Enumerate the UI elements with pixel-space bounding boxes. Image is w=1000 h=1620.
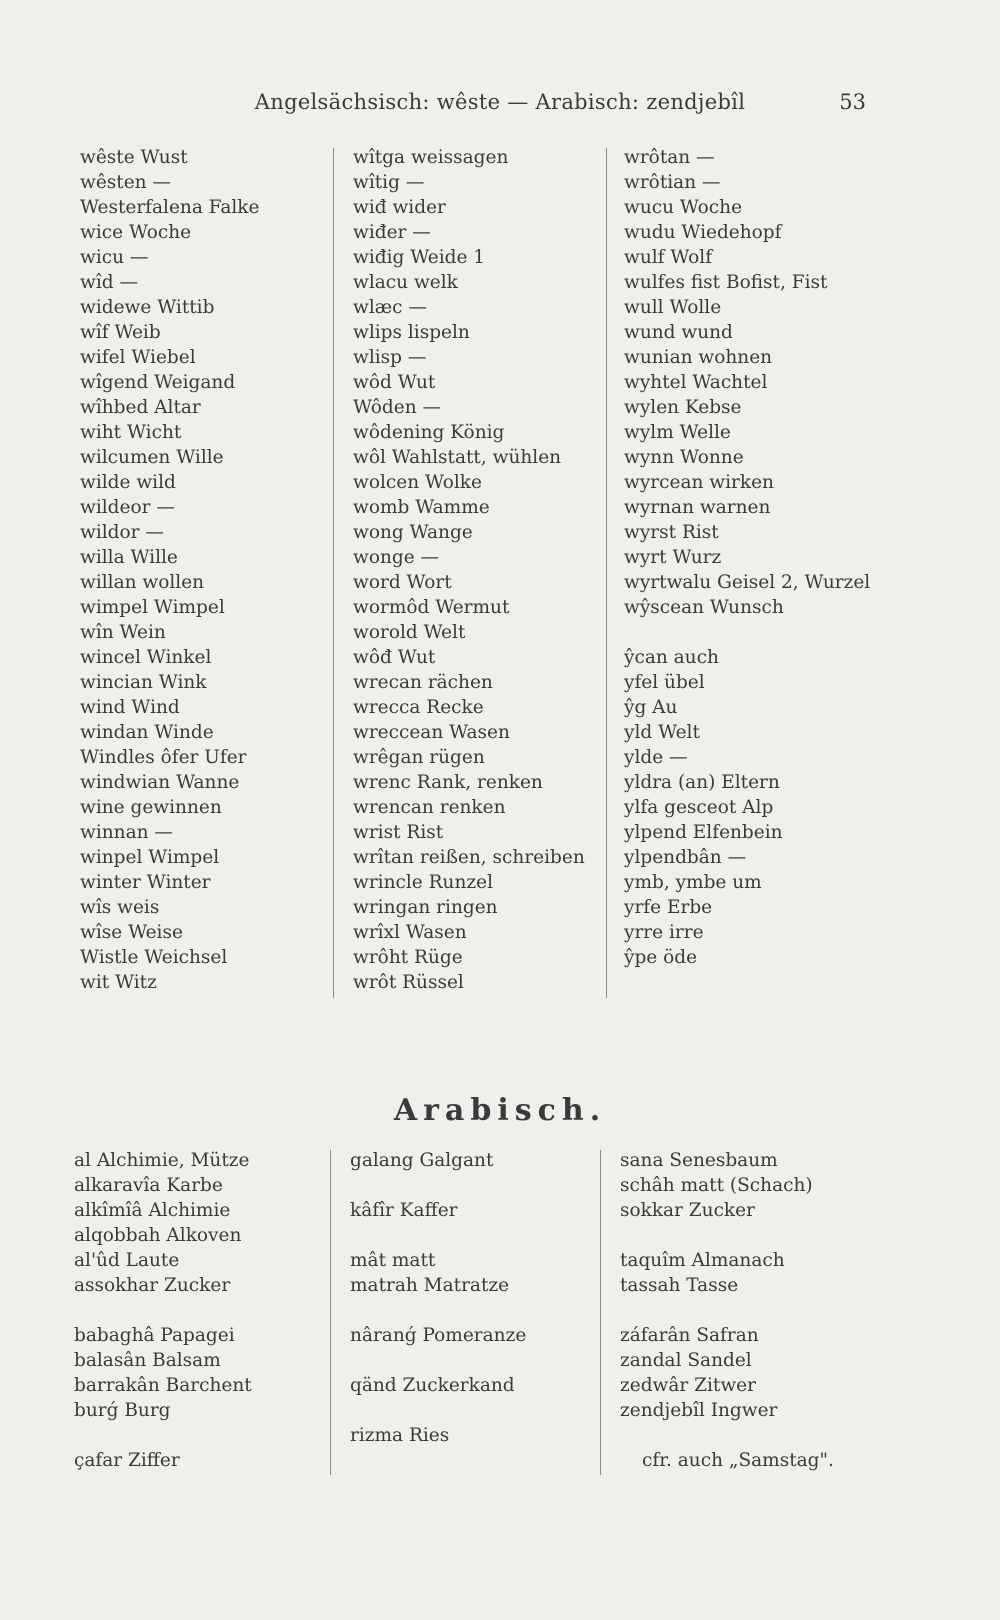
dictionary-entry: ylde —	[624, 747, 688, 768]
dictionary-entry: al Alchimie, Mütze	[74, 1150, 250, 1171]
page-number: 53	[839, 90, 866, 114]
dictionary-entry: wonge —	[353, 547, 440, 568]
dictionary-entry: winnan —	[80, 822, 173, 843]
dictionary-entry: winpel Wimpel	[80, 847, 220, 868]
dictionary-entry: wrist Rist	[353, 822, 444, 843]
top-column-2	[353, 145, 585, 995]
dictionary-entry: wucu Woche	[624, 197, 743, 218]
dictionary-entry: wôdening König	[353, 422, 505, 443]
dictionary-entry: wôl Wahlstatt, wühlen	[353, 447, 562, 468]
dictionary-entry: taquîm Almanach	[620, 1250, 785, 1271]
dictionary-entry: wrîxl Wasen	[353, 922, 467, 943]
dictionary-entry: windan Winde	[80, 722, 214, 743]
dictionary-entry: wrôtan —	[624, 147, 715, 168]
dictionary-entry: wildor —	[80, 522, 164, 543]
dictionary-entry: windwian Wanne	[80, 772, 240, 793]
dictionary-entry: wudu Wiedehopf	[624, 222, 782, 243]
top-column-1	[80, 145, 259, 995]
dictionary-entry: wind Wind	[80, 697, 180, 718]
dictionary-entry: wyrt Wurz	[624, 547, 722, 568]
dictionary-entry: yrre irre	[624, 922, 704, 943]
column-divider	[606, 148, 607, 998]
dictionary-entry: yldra (an) Eltern	[624, 772, 780, 793]
dictionary-entry: ylpend Elfenbein	[624, 822, 783, 843]
dictionary-entry: wylm Welle	[624, 422, 731, 443]
dictionary-entry: wyrcean wirken	[624, 472, 774, 493]
dictionary-entry: wôd Wut	[353, 372, 436, 393]
entry-gap	[624, 620, 870, 645]
entry-gap	[620, 1423, 834, 1448]
entry-gap	[350, 1298, 526, 1323]
page-header	[0, 90, 1000, 120]
dictionary-entry: wiđer —	[353, 222, 431, 243]
dictionary-entry: assokhar Zucker	[74, 1275, 231, 1296]
bottom-column-3	[620, 1148, 834, 1473]
entry-gap	[74, 1298, 252, 1323]
dictionary-entry: wiđ wider	[353, 197, 446, 218]
dictionary-entry: wîn Wein	[80, 622, 166, 643]
dictionary-entry: wôđ Wut	[353, 647, 436, 668]
dictionary-entry: wîd —	[80, 272, 138, 293]
dictionary-entry: wormôd Wermut	[353, 597, 510, 618]
dictionary-entry: widewe Wittib	[80, 297, 215, 318]
dictionary-entry: wyrtwalu Geisel 2, Wurzel	[624, 572, 871, 593]
dictionary-entry: Windles ôfer Ufer	[80, 747, 247, 768]
dictionary-entry: wrôt Rüssel	[353, 972, 464, 993]
dictionary-entry: wull Wolle	[624, 297, 722, 318]
dictionary-entry: wyrnan warnen	[624, 497, 771, 518]
bottom-column-2	[350, 1148, 526, 1448]
dictionary-entry: qänd Zuckerkand	[350, 1375, 515, 1396]
section-title-arabisch: Arabisch.	[393, 1093, 607, 1128]
dictionary-entry: womb Wamme	[353, 497, 490, 518]
dictionary-entry: wlips lispeln	[353, 322, 470, 343]
dictionary-entry: willa Wille	[80, 547, 178, 568]
dictionary-entry: wlæc —	[353, 297, 427, 318]
dictionary-entry: wulf Wolf	[624, 247, 713, 268]
column-divider	[330, 1150, 331, 1475]
dictionary-entry: wrenc Rank, renken	[353, 772, 543, 793]
dictionary-entry: wiđig Weide 1	[353, 247, 486, 268]
dictionary-entry: yld Welt	[624, 722, 700, 743]
dictionary-entry: wilcumen Wille	[80, 447, 224, 468]
dictionary-entry: wyrst Rist	[624, 522, 719, 543]
dictionary-entry: wildeor —	[80, 497, 175, 518]
dictionary-entry: wêsten —	[80, 172, 171, 193]
dictionary-entry: wifel Wiebel	[80, 347, 196, 368]
dictionary-entry: wong Wange	[353, 522, 473, 543]
dictionary-entry: wîf Weib	[80, 322, 161, 343]
dictionary-entry: nâranǵ Pomeranze	[350, 1325, 527, 1346]
dictionary-entry: wrôtian —	[624, 172, 721, 193]
dictionary-entry: wunian wohnen	[624, 347, 773, 368]
dictionary-entry: alqobbah Alkoven	[74, 1225, 242, 1246]
entry-gap	[350, 1223, 526, 1248]
dictionary-entry: mât matt	[350, 1250, 436, 1271]
dictionary-entry: wîs weis	[80, 897, 160, 918]
dictionary-entry: schâh matt (Schach)	[620, 1175, 813, 1196]
dictionary-entry: kâfîr Kaffer	[350, 1200, 458, 1221]
dictionary-entry: ylfa gesceot Alp	[624, 797, 774, 818]
dictionary-entry: wiht Wicht	[80, 422, 182, 443]
dictionary-entry: winter Winter	[80, 872, 211, 893]
dictionary-entry: záfarân Safran	[620, 1325, 759, 1346]
dictionary-entry: sokkar Zucker	[620, 1200, 755, 1221]
dictionary-entry: wrencan renken	[353, 797, 506, 818]
dictionary-entry: wit Witz	[80, 972, 157, 993]
entry-gap	[620, 1298, 834, 1323]
dictionary-entry: wrîtan reißen, schreiben	[353, 847, 585, 868]
dictionary-entry: sana Senesbaum	[620, 1150, 778, 1171]
dictionary-entry: wine gewinnen	[80, 797, 222, 818]
dictionary-entry: wincel Winkel	[80, 647, 212, 668]
dictionary-entry: wrecca Recke	[353, 697, 484, 718]
dictionary-entry: wîgend Weigand	[80, 372, 236, 393]
dictionary-entry: çafar Ziffer	[74, 1450, 180, 1471]
top-column-3	[624, 145, 870, 970]
entry-gap	[350, 1398, 526, 1423]
dictionary-entry: cfr. auch „Samstag".	[642, 1450, 834, 1471]
dictionary-entry: galang Galgant	[350, 1150, 494, 1171]
dictionary-entry: wrincle Runzel	[353, 872, 493, 893]
dictionary-entry: tassah Tasse	[620, 1275, 739, 1296]
entry-gap	[74, 1423, 252, 1448]
dictionary-entry: wrecan rächen	[353, 672, 493, 693]
dictionary-entry: matrah Matratze	[350, 1275, 510, 1296]
dictionary-entry: burǵ Burg	[74, 1400, 171, 1421]
entry-gap	[350, 1348, 526, 1373]
dictionary-entry: alkîmîâ Alchimie	[74, 1200, 231, 1221]
dictionary-entry: wîhbed Altar	[80, 397, 201, 418]
dictionary-entry: yfel übel	[624, 672, 705, 693]
dictionary-entry: wylen Kebse	[624, 397, 742, 418]
dictionary-entry: ŷpe öde	[624, 947, 698, 968]
dictionary-entry: Wôden —	[353, 397, 441, 418]
dictionary-entry: wulfes fist Bofist, Fist	[624, 272, 828, 293]
dictionary-entry: wynn Wonne	[624, 447, 744, 468]
dictionary-entry: wice Woche	[80, 222, 192, 243]
dictionary-entry: wilde wild	[80, 472, 176, 493]
dictionary-entry: yrfe Erbe	[624, 897, 713, 918]
dictionary-entry: balasân Balsam	[74, 1350, 221, 1371]
dictionary-entry: word Wort	[353, 572, 452, 593]
dictionary-entry: wimpel Wimpel	[80, 597, 225, 618]
dictionary-entry: al'ûd Laute	[74, 1250, 180, 1271]
bottom-column-1	[74, 1148, 252, 1473]
dictionary-entry: wîtga weissagen	[353, 147, 509, 168]
dictionary-entry: ŷg Au	[624, 697, 678, 718]
dictionary-entry: alkaravîa Karbe	[74, 1175, 223, 1196]
dictionary-entry: Wistle Weichsel	[80, 947, 228, 968]
dictionary-entry: zendjebîl Ingwer	[620, 1400, 778, 1421]
dictionary-entry: wolcen Wolke	[353, 472, 482, 493]
dictionary-entry: wund wund	[624, 322, 733, 343]
entry-gap	[620, 1223, 834, 1248]
dictionary-entry: zedwâr Zitwer	[620, 1375, 756, 1396]
dictionary-entry: babaghâ Papagei	[74, 1325, 235, 1346]
dictionary-entry: zandal Sandel	[620, 1350, 752, 1371]
dictionary-entry: wîse Weise	[80, 922, 183, 943]
dictionary-entry: wincian Wink	[80, 672, 207, 693]
dictionary-entry: rizma Ries	[350, 1425, 450, 1446]
dictionary-entry: ylpendbân —	[624, 847, 747, 868]
dictionary-entry: wicu —	[80, 247, 149, 268]
dictionary-entry: willan wollen	[80, 572, 205, 593]
page-title: Angelsächsisch: wêste — Arabisch: zendjebîl	[254, 90, 746, 114]
dictionary-entry: wŷscean Wunsch	[624, 597, 784, 618]
dictionary-entry: wrôht Rüge	[353, 947, 463, 968]
dictionary-entry: Westerfalena Falke	[80, 197, 260, 218]
dictionary-entry: barrakân Barchent	[74, 1375, 252, 1396]
dictionary-entry: ymb, ymbe um	[624, 872, 762, 893]
column-divider	[600, 1150, 601, 1475]
dictionary-entry: wreccean Wasen	[353, 722, 510, 743]
dictionary-entry: wlisp —	[353, 347, 427, 368]
dictionary-entry: wêste Wust	[80, 147, 188, 168]
dictionary-entry: wlacu welk	[353, 272, 458, 293]
dictionary-entry: ŷcan auch	[624, 647, 719, 668]
dictionary-entry: wîtig —	[353, 172, 425, 193]
dictionary-entry: worold Welt	[353, 622, 466, 643]
column-divider	[333, 148, 334, 998]
dictionary-entry: wrêgan rügen	[353, 747, 485, 768]
dictionary-entry: wyhtel Wachtel	[624, 372, 768, 393]
entry-gap	[350, 1173, 526, 1198]
dictionary-entry: wringan ringen	[353, 897, 498, 918]
